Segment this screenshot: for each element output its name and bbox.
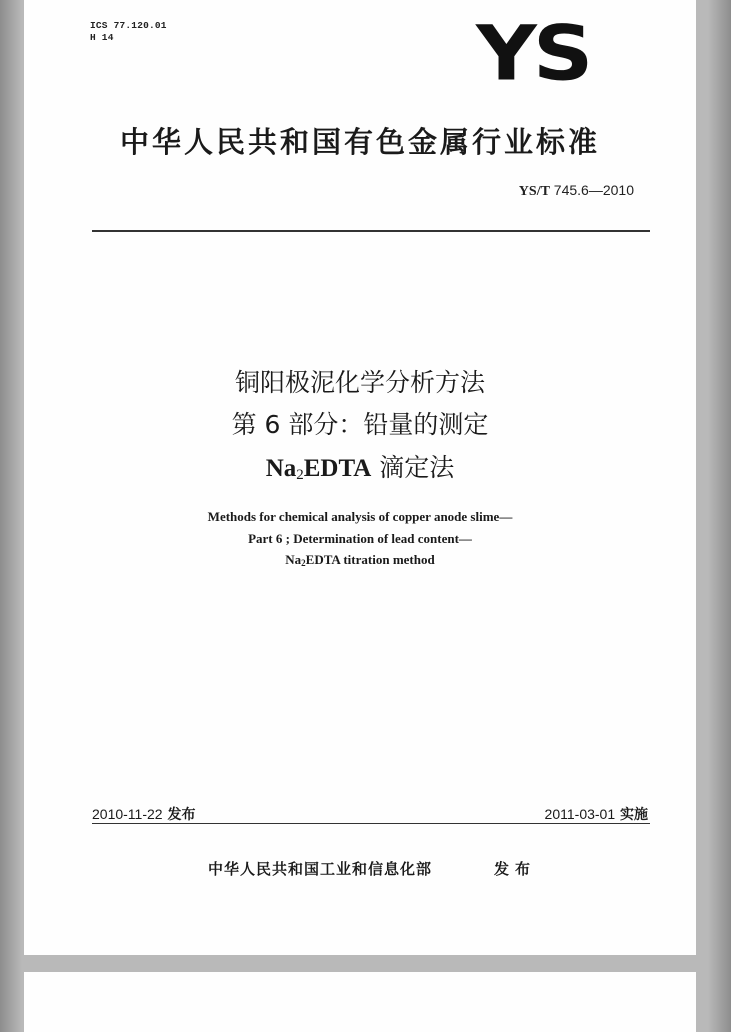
ys-logo: YS — [476, 9, 590, 98]
standard-code-number: 745.6—2010 — [549, 182, 634, 198]
document-page — [24, 0, 696, 955]
standard-code-prefix: YS/T — [518, 184, 550, 199]
ics-number: ICS 77.120.01 — [90, 20, 167, 31]
title-cn-line1: 铜阳极泥化学分析方法 — [234, 368, 485, 397]
implement-date — [545, 804, 648, 824]
publish-date-value: 2010-11-22 — [92, 806, 163, 822]
title-cn-sub: 2 — [296, 467, 304, 483]
title-en-na: Na — [285, 552, 302, 567]
header-divider — [92, 230, 650, 232]
implement-label: 实施 — [615, 807, 648, 823]
title-cn-line2: 第 6 部分：铅量的测定 — [231, 410, 489, 439]
publish-date — [92, 804, 195, 824]
issue-label: 发布 — [494, 860, 537, 878]
title-en-line1: Methods for chemical analysis of copper anode slime— — [207, 509, 513, 524]
title-cn-edta: EDTA — [303, 455, 372, 482]
title-cn-line3 — [24, 448, 696, 484]
implement-date-value: 2011-03-01 — [544, 806, 616, 822]
next-page — [24, 972, 696, 1032]
title-cn-na: Na — [265, 455, 297, 482]
classification-code: H 14 — [90, 32, 114, 43]
publish-label: 发布 — [162, 807, 196, 823]
title-en-method: EDTA titration method — [305, 552, 435, 567]
standard-code — [519, 182, 634, 200]
title-en-line3 — [24, 552, 696, 568]
title-en-line2: Part 6 ; Determination of lead content— — [248, 531, 472, 546]
issuer-name: 中华人民共和国工业和信息化部 — [208, 860, 433, 878]
title-cn-method: 滴定法 — [371, 453, 455, 482]
organization-title: 中华人民共和国有色金属行业标准 — [119, 125, 600, 159]
footer-divider — [92, 823, 650, 824]
title-en-sub: 2 — [301, 558, 306, 568]
ics-code — [90, 20, 167, 44]
